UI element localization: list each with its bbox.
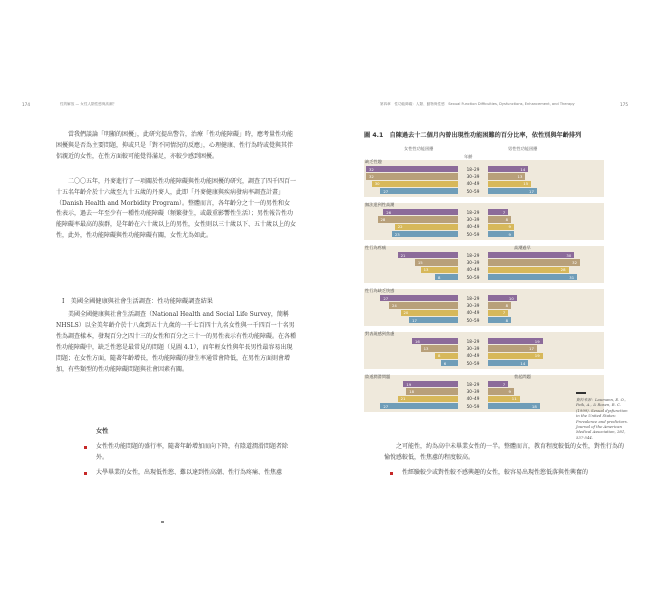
female-bar xyxy=(398,252,458,258)
male-bar-value: 8 xyxy=(505,302,508,308)
female-bar-value: 22 xyxy=(397,224,403,230)
male-group-label: 勃起問題 xyxy=(514,374,531,379)
note-rule xyxy=(576,392,586,394)
female-bar xyxy=(380,403,458,409)
male-bar-value: 17 xyxy=(529,188,534,194)
bullet-item xyxy=(96,442,296,464)
female-bar-value: 17 xyxy=(412,317,417,323)
male-bar-value: 14 xyxy=(520,360,526,366)
female-bar xyxy=(398,396,458,402)
age-label: 30–39 xyxy=(466,388,480,394)
female-group-label: 陰道潤滑問題 xyxy=(365,374,391,379)
bullet-item xyxy=(402,468,624,479)
female-bar-value: 13 xyxy=(423,345,429,351)
left-page xyxy=(0,0,327,609)
female-group-label: 無法達到性高潮 xyxy=(365,202,395,207)
paragraph-2: 二〇〇五年，丹麥進行了一項關於性功能障礙與性功能困擾的研究，調查了四千四百一十五名年齡介於十六歲至九十五歲的丹麥人，此即「丹麥健康與疾病發病率調查計畫」（Danish Health and Morbidity Program）。整體而言，各年齡分之十一的男性和女性表示，過去一年至少有一種性功能障礙（頻繁發生，或嚴重影響性生活）；男性報告性功能障礙率最高的族群，是年齡在六十歲以上的男性，女性則以三十歲以下、五十歲以上的女性，此外，性功能障礙與性功能障礙有關，女性尤為如此。 xyxy=(56,177,297,240)
male-bar-value: 11 xyxy=(511,396,517,402)
female-bar-value: 8 xyxy=(438,274,441,280)
age-label: 50–59 xyxy=(466,317,480,323)
male-bar xyxy=(488,224,514,230)
female-bar xyxy=(415,259,458,265)
male-bar xyxy=(488,381,508,387)
age-label: 18–29 xyxy=(466,166,480,172)
male-bar xyxy=(488,274,577,280)
male-bar-value: 9 xyxy=(508,224,511,230)
age-label: 18–29 xyxy=(466,209,480,215)
subhead-female: 女性 xyxy=(96,428,109,435)
age-label: 18–29 xyxy=(466,381,480,387)
age-label: 30–39 xyxy=(466,173,480,179)
age-label: 30–39 xyxy=(466,259,480,265)
female-group-label: 性行為缺乏快感 xyxy=(365,288,395,293)
male-bar-value: 30 xyxy=(566,252,572,258)
female-bar xyxy=(380,188,458,194)
page-number: 175 xyxy=(620,102,628,107)
female-bar-value: 27 xyxy=(383,403,389,409)
bullet-marker xyxy=(84,446,87,449)
male-bar xyxy=(488,216,511,222)
female-bar xyxy=(401,310,459,316)
age-label: 18–29 xyxy=(466,295,480,301)
male-bar-value: 8 xyxy=(505,216,508,222)
section-heading: I 美國全國健康與社會生活調查：性功能障礙調查結果 xyxy=(62,298,213,305)
female-bar-value: 21 xyxy=(400,396,406,402)
female-bar-value: 32 xyxy=(369,173,374,179)
female-bar-value: 24 xyxy=(392,302,397,308)
female-bar-value: 20 xyxy=(403,310,409,316)
age-label: 50–59 xyxy=(466,188,480,194)
age-label: 50–59 xyxy=(466,403,480,409)
female-bar xyxy=(435,274,458,280)
running-header: 性的解放 — 女性人類性慾與高潮？ xyxy=(60,102,117,106)
female-bar xyxy=(389,302,458,308)
female-bar-value: 19 xyxy=(406,381,412,387)
figure-title: 圖 4.1 自陳過去十二個月內曾出現性功能困難的百分比率，依性別與年齡排列 xyxy=(364,132,582,139)
age-label: 30–39 xyxy=(466,345,480,351)
male-bar-value: 31 xyxy=(569,274,575,280)
female-bar-value: 15 xyxy=(417,259,423,265)
female-bar-value: 6 xyxy=(443,360,447,366)
male-bar-value: 19 xyxy=(534,353,540,359)
male-bar xyxy=(488,345,537,351)
section-paragraph xyxy=(56,310,296,375)
male-bar-value: 18 xyxy=(531,403,537,409)
age-label: 18–29 xyxy=(466,338,480,344)
male-bar xyxy=(488,403,540,409)
female-bar xyxy=(421,267,458,273)
figure-source-note: 資料來源：Laumann, E. O., Paik, A., & Rosen, R. C. (1999). Sexual dysfunction in the United States: Prevalence and predictors. Journal of the American Medical Association, 281, 537-544. xyxy=(576,397,628,440)
bullet-text: 女性性功能問題的盛行率，隨著年齡增加而向下降，有陰道潤滑問題者除外。 xyxy=(96,443,289,461)
female-bar-value: 28 xyxy=(380,216,386,222)
body-text xyxy=(384,442,624,464)
male-bar xyxy=(488,360,528,366)
male-bar-value: 19 xyxy=(534,338,540,344)
male-bar xyxy=(488,252,574,258)
age-label: 40–49 xyxy=(466,396,480,402)
male-bar xyxy=(488,259,580,265)
female-bar xyxy=(435,353,458,359)
age-label: 40–49 xyxy=(466,310,480,316)
age-label: 40–49 xyxy=(466,181,480,187)
female-group-label: 缺乏性趣 xyxy=(365,159,382,164)
section-paragraph-text: 美國全國健康與社會生活調查（National Health and Social Life Survey，簡稱 NHSLS）以全美年齡介於十八歲到五十九歲的一千七百四十九名女性與一千四百一十名男性為調查樣本，發現百分之四十三的女性和百分之三十一的男性表示有性功能障礙。在各種性功能障礙中，缺乏性慾是最常見的問題（見圖 4.1），而年輕女性與年長男性最容易出現問題；在女性方面，隨著年齡增長，性功能障礙的發生率通常會降低，在男性方面則會增加，有些類型的性功能障礙問題與社會因素有關。 xyxy=(56,311,297,373)
female-bar-value: 16 xyxy=(415,338,420,344)
bullet-marker xyxy=(84,472,87,475)
male-bar-value: 9 xyxy=(508,231,511,237)
male-bar-value: 8 xyxy=(505,317,508,323)
female-bar xyxy=(421,345,458,351)
female-bar xyxy=(412,338,458,344)
male-bar xyxy=(488,302,511,308)
male-bar xyxy=(488,338,543,344)
male-bar xyxy=(488,388,514,394)
page-number: 174 xyxy=(22,102,30,107)
male-bar xyxy=(488,310,508,316)
male-bar xyxy=(488,231,514,237)
male-bar-value: 17 xyxy=(529,345,534,351)
female-bar xyxy=(366,173,458,179)
bullet-text: 大學畢業的女性，出現低性慾、難以達到性高潮、性行為疼痛、性焦慮 xyxy=(96,469,283,476)
female-bar xyxy=(380,295,458,301)
body-text xyxy=(56,130,296,242)
male-bar xyxy=(488,209,508,215)
age-label: 18–29 xyxy=(466,252,480,258)
male-bar-value: 7 xyxy=(502,381,506,387)
male-bar xyxy=(488,188,537,194)
paragraph-1: 當我們談論「明顯的困擾」，此研究提出警告，治療「性功能障礙」時，應考量性功能困擾與是否為主要問題，抑或只是「對不同情況的反應」，心理健康、性行為時或覺與其伴侶親近的女性，在性方面較可能覺得滿足，亦較少感到困擾。 xyxy=(56,131,294,160)
female-bar-value: 21 xyxy=(400,252,406,258)
age-label: 50–59 xyxy=(466,231,480,237)
bullet-text: 性經驗較少或對性較不感興趣的女性，較容易出現性慾低落與性興奮的 xyxy=(402,469,589,476)
female-bar-value: 18 xyxy=(409,388,415,394)
female-bar xyxy=(395,224,458,230)
male-bar xyxy=(488,353,543,359)
male-bar-value: 9 xyxy=(508,388,511,394)
female-bar xyxy=(392,231,458,237)
male-bar xyxy=(488,166,528,172)
female-column-header: 女性性功能困擾 xyxy=(404,146,434,151)
female-group-label: 性行為疼痛 xyxy=(365,245,386,250)
female-bar-value: 13 xyxy=(423,267,429,273)
male-bar xyxy=(488,173,525,179)
paragraph-after: 之可能性，約為高中未畢業女性的一半。整體而言，教育程度較低的女性，對性行為的愉悅感較低，性焦慮的程度較高。 xyxy=(384,443,625,461)
age-label: 50–59 xyxy=(466,274,480,280)
age-label: 30–39 xyxy=(466,302,480,308)
female-bar-value: 30 xyxy=(374,181,380,187)
male-bar xyxy=(488,295,517,301)
female-bar-value: 27 xyxy=(383,188,389,194)
bullet-item xyxy=(96,468,296,479)
male-column-header: 男性性功能困擾 xyxy=(508,146,538,151)
male-bar-value: 28 xyxy=(560,267,566,273)
female-bar xyxy=(383,209,458,215)
female-bar xyxy=(366,166,458,172)
male-bar xyxy=(488,317,511,323)
female-bar-value: 27 xyxy=(383,295,389,301)
bullet-marker xyxy=(390,472,393,475)
female-bar-value: 8 xyxy=(438,353,441,359)
female-bar xyxy=(406,388,458,394)
male-bar-value: 32 xyxy=(572,259,577,265)
age-label: 40–49 xyxy=(466,353,480,359)
male-bar-value: 10 xyxy=(508,295,514,301)
male-group-label: 高潮過早 xyxy=(514,245,531,250)
age-label: 30–39 xyxy=(466,216,480,222)
female-bar xyxy=(441,360,458,366)
female-bar-value: 32 xyxy=(369,166,374,172)
running-header: 第四章 性功能障礙：人類、動物與性慾 Sexual Function Difficulties, Dysfunctions, Enhancement, and Therapy xyxy=(380,102,575,106)
male-bar xyxy=(488,396,520,402)
age-label: 40–49 xyxy=(466,267,480,273)
male-bar-value: 15 xyxy=(523,181,529,187)
male-bar xyxy=(488,181,531,187)
female-bar xyxy=(378,216,459,222)
age-column-header: 年齡 xyxy=(464,154,473,159)
age-label: 40–49 xyxy=(466,224,480,230)
male-bar-value: 7 xyxy=(502,209,506,215)
female-bar-value: 26 xyxy=(386,209,392,215)
female-bar xyxy=(372,181,458,187)
male-bar-value: 14 xyxy=(520,166,526,172)
female-bar xyxy=(409,317,458,323)
male-bar xyxy=(488,267,569,273)
male-bar-value: 13 xyxy=(517,173,523,179)
female-group-label: 對表現感到焦慮 xyxy=(365,331,395,336)
female-bar xyxy=(403,381,458,387)
right-page xyxy=(328,0,655,609)
crop-mark xyxy=(161,521,164,523)
male-bar-value: 7 xyxy=(502,310,506,316)
age-label: 50–59 xyxy=(466,360,480,366)
female-bar-value: 23 xyxy=(394,231,400,237)
